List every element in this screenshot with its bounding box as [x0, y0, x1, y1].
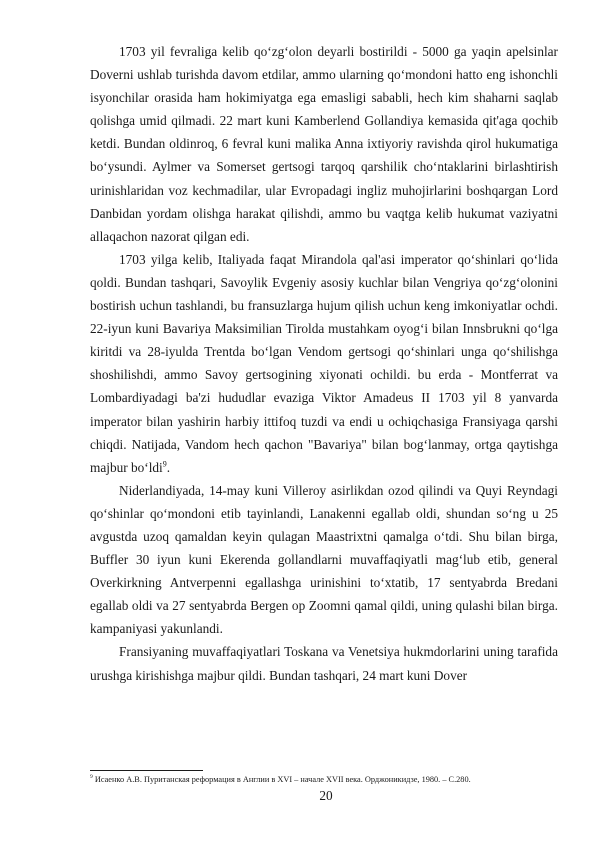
body-text — [90, 40, 558, 687]
footnote-separator — [90, 770, 203, 771]
page-number: 20 — [319, 788, 333, 803]
paragraph-1: 1703 yil fevraliga kelib qo‘zg‘olon deyarli bostirildi - 5000 ga yaqin apelsinlar Doverni ushlab turishda davom etdilar, ammo ularning qo‘mondoni hatto eng ishonchli isyonchilar orasida ham hokimiyatga ega emasligi sababli, hech kim shaharni saqlab qolishga umid qilmadi. 22 mart kuni Kamberlend Gollandiya kemasida qit'aga qochib ketdi. Bundan oldinroq, 6 fevral kuni malika Anna ixtiyoriy ravishda qirol hukumatiga bo‘ysundi. Aylmer va Somerset gertsogi tarqoq qarshilik cho‘ntaklarini birlashtirish urinishlaridan voz kechmadilar, ular Evropadagi ingliz muhojirlarini boshqargan Lord Danbidan yordam olishga harakat qilishdi, ammo bu vaqtga kelib hukumat vaziyatni allaqachon nazorat qilgan edi. — [90, 44, 558, 244]
footnote-number: 9 — [90, 774, 93, 780]
footnote-text: Исаенко А.В. Пуританская реформация в Англии в XVI – начале XVII века. Орджоникидзе, 1980. – С.280. — [92, 774, 471, 784]
footnote — [90, 772, 560, 785]
paragraph-2-end: . — [166, 459, 171, 475]
paragraph-3: Niderlandiyada, 14-may kuni Villeroy asirlikdan ozod qilindi va Quyi Reyndagi qo‘shinlar qo‘mondoni etib tayinlandi, Lanakenni egallab oldi, shundan so‘ng u 25 avgustda uzoq qamaldan keyin qulagan Maastrixtni qamalga o‘tdi. Shu bilan birga, Buffler 30 iyun kuni Ekerenda gollandlarni muvaffaqiyatli mag‘lub etib, general Overkirkning Antverpenni egallashga urinishini to‘xtatib, 17 sentyabrda Bredani egallab oldi va 27 sentyabrda Bergen op Zoomni qamal qildi, uning qulashi bilan birga. kampaniyasi yakunlandi. — [90, 482, 558, 637]
paragraph-4: Fransiyaning muvaffaqiyatlari Toskana va Venetsiya hukmdorlarini uning tarafida urushga kirishishga majbur qildi. Bundan tashqari, 24 mart kuni Dover — [90, 644, 558, 683]
paragraph-2 — [90, 248, 558, 479]
paragraph-2-text: 1703 yilga kelib, Italiyada faqat Mirandola qal'asi imperator qo‘shinlari qo‘lida qoldi. Bundan tashqari, Savoylik Evgeniy asosiy kuchlar bilan Vengriya qo‘zg‘olonini bostirish uchun tashlandi, bu fransuzlarga hujum qilish uchun keng imkoniyatlar ochdi. 22-iyun kuni Bavariya Maksimilian Tirolda mustahkam oyog‘i bilan Innsbrukni qo‘lga kiritdi va 28-iyulda Trentda bo‘lgan Vendom gertsogi qo‘shinlari unga qo‘shilishga shoshilishdi, ammo Savoy gertsogining xiyonati ochildi. bu erda - Montferrat va Lombardiyadagi ba'zi hududlar evaziga Viktor Amadeus II 1703 yil 8 yanvarda imperator bilan yashirin harbiy ittifoq tuzdi va endi u ochiqchasiga Fransiyaga qarshi chiqdi. Natijada, Vandom hech qachon "Bavariya" bilan bog‘lanmay, ortga qaytishga majbur bo‘ldi — [90, 251, 558, 475]
footnote-reference[interactable]: 9 — [162, 459, 167, 469]
